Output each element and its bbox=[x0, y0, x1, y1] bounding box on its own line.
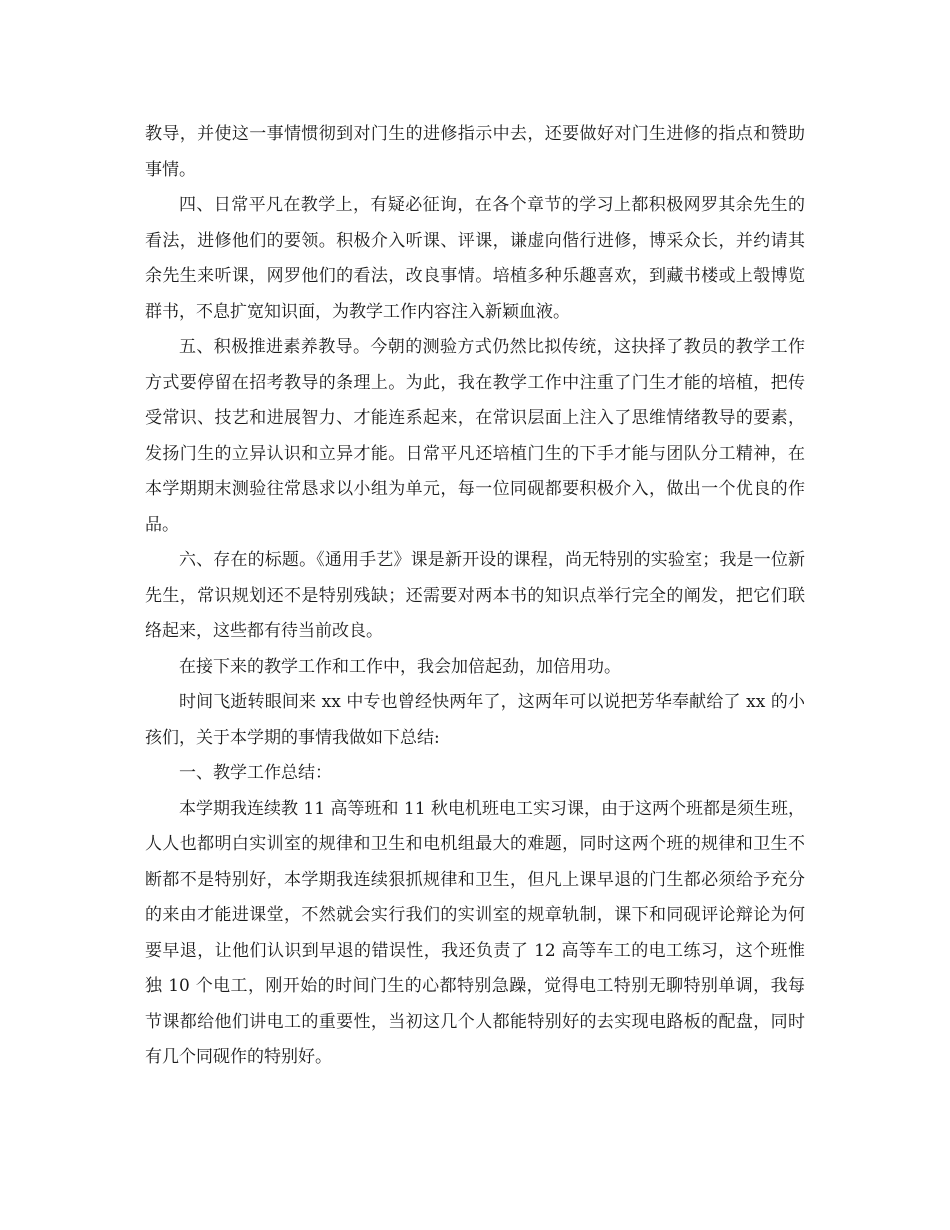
paragraph: 时间飞逝转眼间来 xx 中专也曾经快两年了，这两年可以说把芳华奉献给了 xx 的小孩们，关于本学期的事情我做如下总结: bbox=[145, 692, 805, 748]
paragraph: 四、日常平凡在教学上，有疑必征询，在各个章节的学习上都积极网罗其余先生的看法，进修他们的要领。积极介入听课、评课，谦虚向偕行进修，博采众长，并约请其余先生来听课，网罗他们的看法，改良事情。培植多种乐趣喜欢，到藏书楼或上彀博览群书，不息扩宽知识面，为教学工作内容注入新颖血液。 bbox=[145, 195, 805, 322]
section-heading: 一、教学工作总结： bbox=[179, 763, 332, 783]
document-body bbox=[145, 117, 805, 1076]
paragraph: 五、积极推进素养教导。今朝的测验方式仍然比拟传统，这抉择了教员的教学工作方式要停留在招考教导的条理上。为此，我在教学工作中注重了门生才能的培植，把传受常识、技艺和进展智力、才能连系起来，在常识层面上注入了思维情绪教导的要素，发扬门生的立异认识和立异才能。日常平凡还培植门生的下手才能与团队分工精神，在本学期期末测验往常恳求以小组为单元，每一位同砚都要积极介入，做出一个优良的作品。 bbox=[145, 337, 805, 535]
paragraph: 六、存在的标题。《通用手艺》课是新开设的课程，尚无特别的实验室；我是一位新先生，常识规划还不是特别残缺；还需要对两本书的知识点举行完全的阐发，把它们联络起来，这些都有待当前改良。 bbox=[145, 550, 805, 641]
paragraph: 教导，并使这一事情惯彻到对门生的进修指示中去，还要做好对门生进修的指点和赞助事情。 bbox=[145, 124, 805, 180]
paragraph: 本学期我连续教 11 高等班和 11 秋电机班电工实习课，由于这两个班都是须生班，人人也都明白实训室的规律和卫生和电机组最大的难题，同时这两个班的规律和卫生不断都不是特别好，本学期我连续狠抓规律和卫生，但凡上课早退的门生都必须给予充分的来由才能进课堂，不然就会实行我们的实训室的规章轨制，课下和同砚评论辩论为何要早退，让他们认识到早退的错误性，我还负责了 12 高等车工的电工练习，这个班惟独 10 个电工，刚开始的时间门生的心都特别急躁，觉得电工特别无聊特别单调，我每节课都给他们讲电工的重要性，当初这几个人都能特别好的去实现电路板的配盘，同时有几个同砚作的特别好。 bbox=[145, 798, 805, 1067]
paragraph: 在接下来的教学工作和工作中，我会加倍起劲，加倍用功。 bbox=[179, 656, 621, 677]
